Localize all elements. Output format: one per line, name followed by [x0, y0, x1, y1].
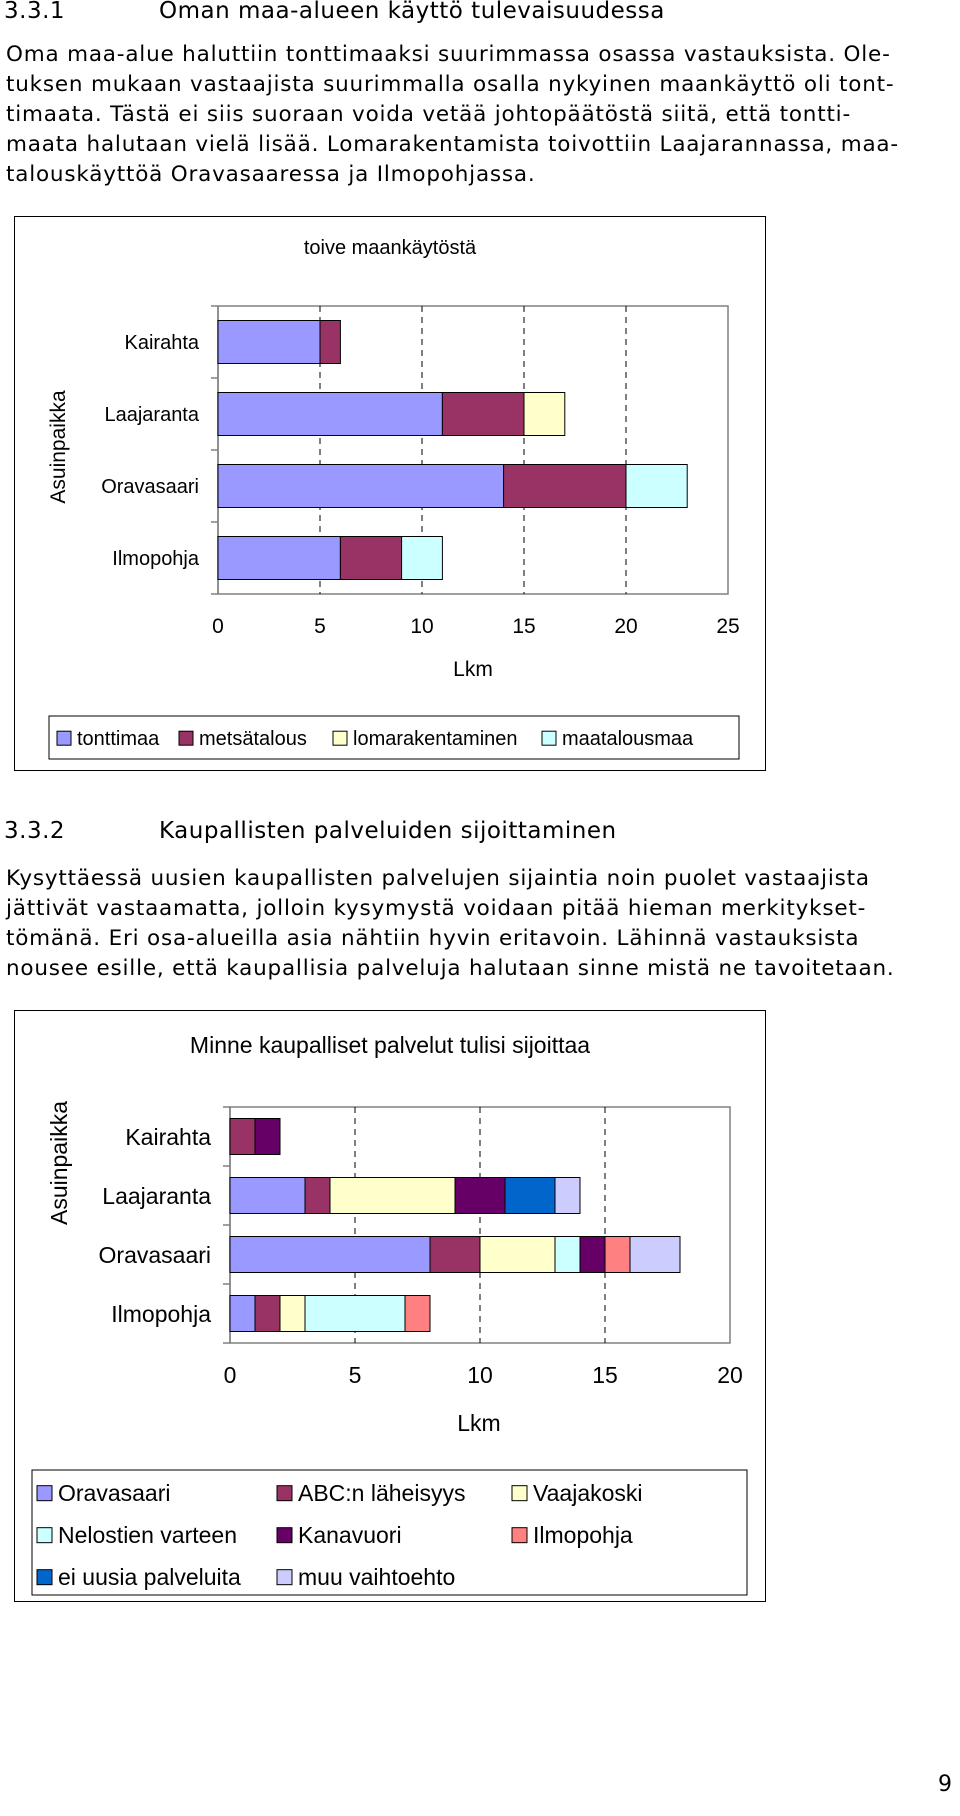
legend-label: Nelostien varteen: [58, 1522, 237, 1548]
legend-swatch: [37, 1570, 52, 1585]
paragraph-line: jättivät vastaamatta, jolloin kysymystä voidaan pitää hieman merkitykset-: [6, 896, 867, 921]
section-paragraph-1: [6, 40, 956, 190]
page-number: 9: [938, 1772, 952, 1797]
x-tick-label: 5: [348, 1362, 362, 1388]
legend-label: Vaajakoski: [533, 1480, 643, 1506]
category-label: Kairahta: [125, 1123, 211, 1150]
legend-swatch: [512, 1486, 527, 1501]
section-number: 3.3.2: [4, 818, 66, 844]
bar-segment: [580, 1237, 605, 1273]
legend-swatch: [277, 1528, 292, 1543]
bar-segment: [430, 1237, 480, 1273]
paragraph-line: Oma maa-alue haluttiin tonttimaaksi suurimmassa osassa vastauksista. Ole-: [6, 42, 891, 67]
land-use-chart: [15, 217, 764, 769]
legend-label: muu vaihtoehto: [298, 1564, 456, 1590]
x-tick-label: 5: [314, 615, 326, 638]
paragraph-line: nousee esille, että kaupallisia palveluja halutaan sinne mistä ne tavoitetaan.: [6, 956, 895, 981]
section-title: Kaupallisten palveluiden sijoittaminen: [159, 818, 617, 844]
x-tick-label: 10: [467, 1362, 493, 1388]
bar-segment: [626, 465, 687, 508]
bar-segment: [230, 1296, 255, 1332]
bar-segment: [280, 1296, 305, 1332]
legend-swatch: [37, 1486, 52, 1501]
x-tick-label: 0: [212, 615, 224, 638]
legend-label: metsätalous: [199, 728, 307, 750]
category-label: Oravasaari: [101, 476, 199, 499]
y-axis-title: Asuinpaikka: [47, 390, 70, 504]
x-axis-title: Lkm: [457, 1410, 501, 1436]
x-tick-label: 20: [717, 1362, 743, 1388]
bar-segment: [405, 1296, 430, 1332]
paragraph-line: talouskäyttöä Oravasaaressa ja Ilmopohjassa.: [6, 162, 536, 187]
legend-swatch: [37, 1528, 52, 1543]
paragraph-line: tömänä. Eri osa-alueilla asia nähtiin hyvin eritavoin. Lähinnä vastauksista: [6, 926, 860, 951]
x-tick-label: 15: [592, 1362, 618, 1388]
bar-segment: [305, 1178, 330, 1214]
x-tick-label: 20: [614, 615, 638, 638]
x-tick-label: 10: [410, 615, 434, 638]
legend-label: Ilmopohja: [533, 1522, 633, 1548]
legend-label: ei uusia palveluita: [58, 1564, 241, 1590]
paragraph-line: timaata. Tästä ei siis suoraan voida vetää johtopäätöstä siitä, että tontti-: [6, 102, 852, 127]
bar-segment: [555, 1237, 580, 1273]
bar-segment: [480, 1237, 555, 1273]
bar-segment: [230, 1178, 305, 1214]
category-label: Laajaranta: [104, 404, 199, 427]
category-label: Ilmopohja: [111, 1300, 211, 1327]
services-chart: [15, 1011, 764, 1600]
x-tick-label: 0: [223, 1362, 237, 1388]
legend-swatch: [333, 731, 347, 745]
bar-segment: [218, 393, 442, 436]
chart-frame-2: [14, 1010, 766, 1602]
bar-segment: [218, 321, 320, 364]
paragraph-line: maata halutaan vielä lisää. Lomarakentamista toivottiin Laajarannassa, maa-: [6, 132, 899, 157]
legend-label: lomarakentaminen: [353, 728, 518, 750]
bar-segment: [340, 537, 401, 580]
legend-swatch: [277, 1570, 292, 1585]
legend-label: tonttimaa: [77, 728, 160, 750]
bar-segment: [218, 465, 504, 508]
section-title: Oman maa-alueen käyttö tulevaisuudessa: [159, 0, 665, 24]
bar-segment: [402, 537, 443, 580]
legend-label: maatalousmaa: [562, 728, 694, 750]
legend-label: Oravasaari: [58, 1480, 171, 1506]
category-label: Laajaranta: [102, 1182, 211, 1209]
legend-swatch: [512, 1528, 527, 1543]
category-label: Ilmopohja: [112, 548, 199, 571]
legend-swatch: [179, 731, 193, 745]
x-tick-label: 25: [716, 615, 740, 638]
section-heading-2: [4, 818, 954, 848]
bar-segment: [255, 1119, 280, 1155]
legend-swatch: [542, 731, 556, 745]
bar-segment: [442, 393, 524, 436]
bar-segment: [524, 393, 565, 436]
x-axis-title: Lkm: [453, 658, 493, 681]
bar-segment: [320, 321, 340, 364]
chart-title: Minne kaupalliset palvelut tulisi sijoittaa: [189, 1032, 591, 1058]
chart-frame-1: [14, 216, 766, 771]
section-heading-1: [4, 0, 954, 28]
bar-segment: [218, 537, 340, 580]
category-label: Oravasaari: [98, 1241, 211, 1268]
paragraph-line: tuksen mukaan vastaajista suurimmalla osalla nykyinen maankäyttö oli tont-: [6, 72, 895, 97]
bar-segment: [230, 1237, 430, 1273]
legend-label: ABC:n läheisyys: [298, 1480, 466, 1506]
bar-segment: [605, 1237, 630, 1273]
category-label: Kairahta: [124, 332, 199, 355]
bar-segment: [504, 465, 626, 508]
bar-segment: [230, 1119, 255, 1155]
bar-segment: [455, 1178, 505, 1214]
legend-swatch: [277, 1486, 292, 1501]
legend-swatch: [57, 731, 71, 745]
bar-segment: [555, 1178, 580, 1214]
bar-segment: [305, 1296, 405, 1332]
chart-title: toive maankäytöstä: [303, 237, 477, 259]
bar-segment: [330, 1178, 455, 1214]
bar-segment: [255, 1296, 280, 1332]
bar-segment: [505, 1178, 555, 1214]
section-paragraph-2: [6, 864, 956, 984]
legend-label: Kanavuori: [298, 1522, 402, 1548]
section-number: 3.3.1: [4, 0, 66, 24]
paragraph-line: Kysyttäessä uusien kaupallisten palvelujen sijaintia noin puolet vastaajista: [6, 866, 870, 891]
y-axis-title: Asuinpaikka: [46, 1100, 72, 1226]
bar-segment: [630, 1237, 680, 1273]
x-tick-label: 15: [512, 615, 536, 638]
